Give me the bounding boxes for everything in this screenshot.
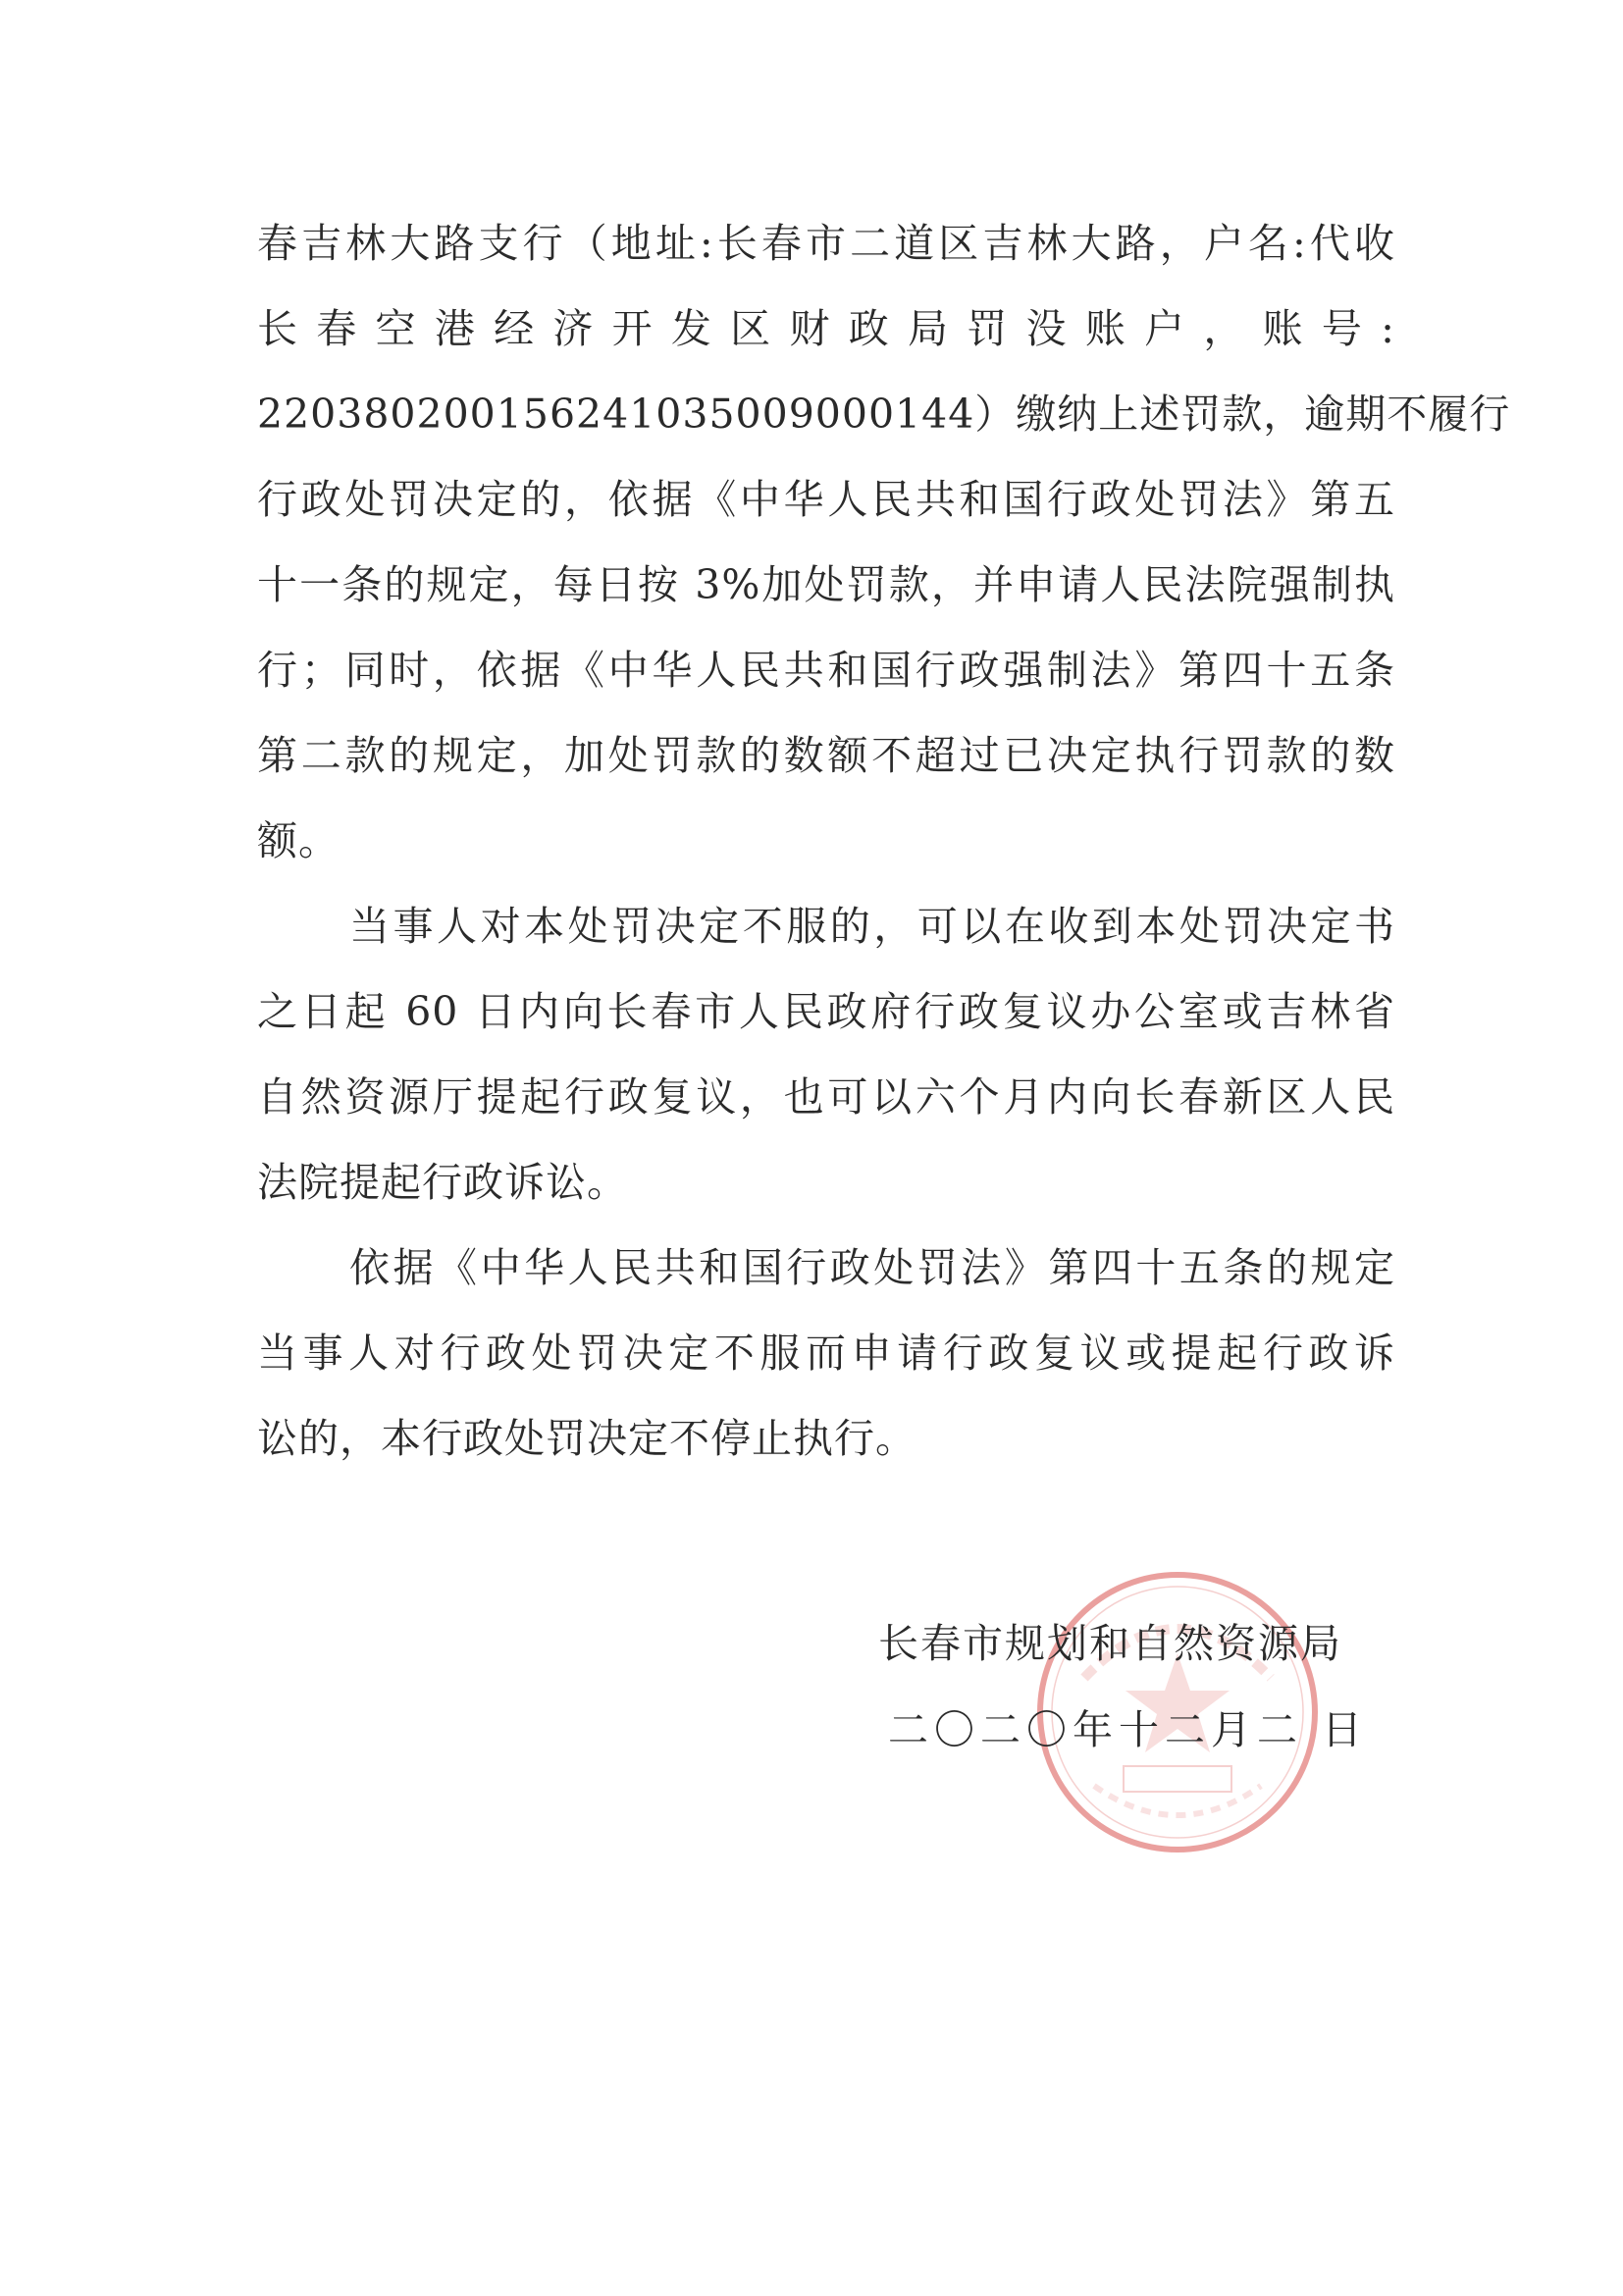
issuing-organization: 长春市规划和自然资源局 [878,1620,1342,1667]
text-line: 220380200156241035009000144）缴纳上述罚款，逾期不履行 [257,391,1511,438]
text-line: 法院提起行政诉讼。 [257,1159,628,1206]
text-line: 行政处罚决定的，依据《中华人民共和国行政处罚法》第五 [257,476,1395,523]
issue-date: 二〇二〇年十二月二 日 [888,1706,1369,1753]
text-line: 十一条的规定，每日按 3%加处罚款，并申请人民法院强制执 [257,561,1395,608]
text-line: 额。 [257,817,340,864]
text-line: 春吉林大路支行（地址:长春市二道区吉林大路，户名:代收 [257,220,1395,267]
text-line: 讼的，本行政处罚决定不停止执行。 [257,1415,916,1462]
text-line: 第二款的规定，加处罚款的数额不超过已决定执行罚款的数 [257,732,1395,779]
text-line: 当事人对行政处罚决定不服而申请行政复议或提起行政诉 [257,1330,1395,1377]
text-line: 行；同时，依据《中华人民共和国行政强制法》第四十五条 [257,647,1395,694]
text-line: 当事人对本处罚决定不服的，可以在收到本处罚决定书 [349,903,1395,950]
text-line: 之日起 60 日内向长春市人民政府行政复议办公室或吉林省 [257,988,1395,1035]
text-line: 长春空港经济开发区财政局罚没账户，账号: [257,305,1395,352]
text-line: 自然资源厅提起行政复议，也可以六个月内向长春新区人民 [257,1073,1395,1121]
text-line: 依据《中华人民共和国行政处罚法》第四十五条的规定 [349,1244,1395,1291]
